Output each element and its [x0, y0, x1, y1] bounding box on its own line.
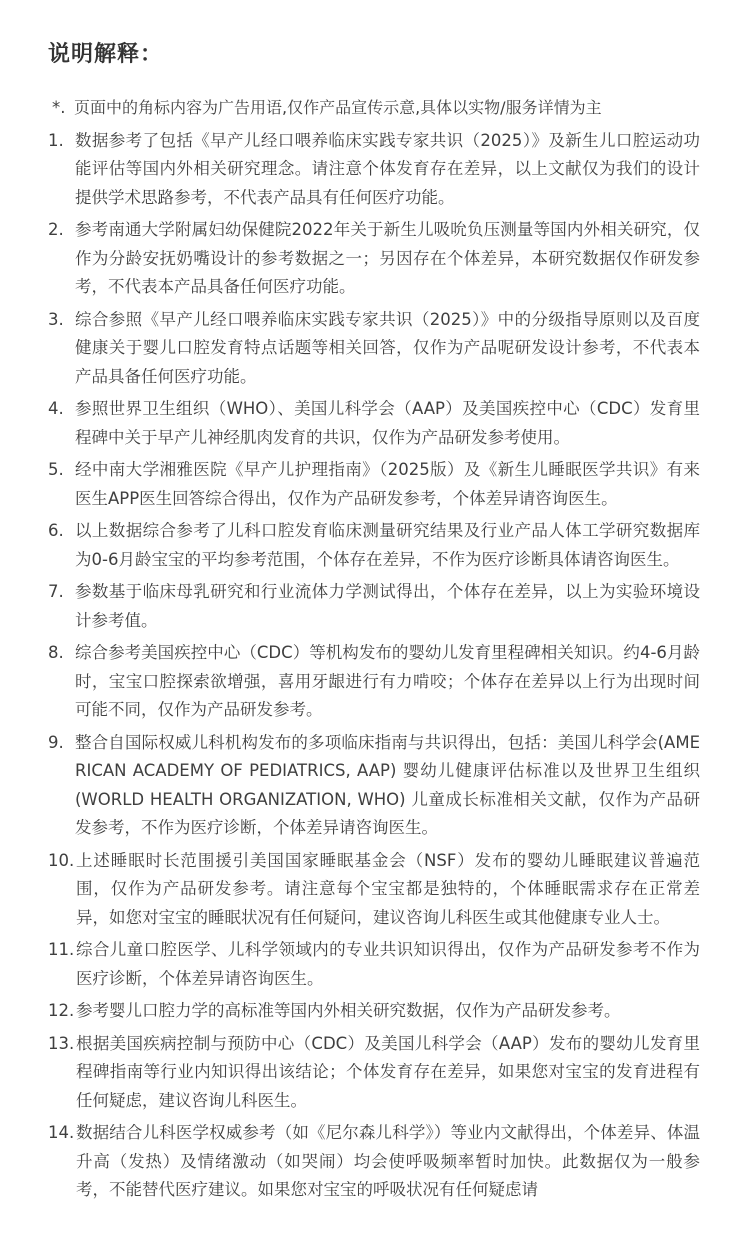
note-item-3 [48, 306, 700, 392]
note-text: 参数基于临床母乳研究和行业流体力学测试得出，个体存在差异，以上为实验环境设计参考值。 [75, 582, 700, 630]
note-marker: 7. [48, 582, 64, 601]
note-item-9 [48, 729, 700, 843]
notes-list [48, 94, 700, 1205]
note-text: 综合儿童口腔医学、儿科学领域内的专业共识知识得出，仅作为产品研发参考不作为医疗诊断，个体差异请咨询医生。 [76, 940, 700, 988]
note-marker: 14. [48, 1123, 75, 1142]
note-item-10 [48, 847, 700, 933]
note-item-ad [48, 94, 700, 123]
note-item-12 [48, 997, 700, 1026]
note-marker: *. [52, 98, 66, 117]
note-text: 参考南通大学附属妇幼保健院2022年关于新生儿吸吮负压测量等国内外相关研究，仅作为分龄安抚奶嘴设计的参考数据之一；另因存在个体差异，本研究数据仅作研发参考，不代表本产品具备任何医疗功能。 [75, 220, 700, 296]
note-marker: 2. [48, 220, 64, 239]
note-text: 参照世界卫生组织（WHO）、美国儿科学会（AAP）及美国疾控中心（CDC）发育里程碑中关于早产儿神经肌肉发育的共识，仅作为产品研发参考使用。 [75, 399, 700, 447]
note-text: 经中南大学湘雅医院《早产儿护理指南》（2025版）及《新生儿睡眠医学共识》有来医生APP医生回答综合得出，仅作为产品研发参考，个体差异请咨询医生。 [75, 460, 700, 508]
page-title: 说明解释： [48, 42, 164, 67]
note-item-14 [48, 1119, 700, 1205]
note-marker: 12. [48, 1001, 75, 1020]
note-item-4 [48, 395, 700, 452]
note-text: 整合自国际权威儿科机构发布的多项临床指南与共识得出，包括：美国儿科学会(AMERICAN ACADEMY OF PEDIATRICS, AAP) 婴幼儿健康评估标准以及世界卫生组织 (WORLD HEALTH ORGANIZATION, WHO) 儿童成长标准相关文献，仅作为产品研发参考，不作为医疗诊断，个体差异请咨询医生。 [75, 732, 700, 837]
note-item-1 [48, 127, 700, 213]
note-item-5 [48, 456, 700, 513]
note-marker: 5. [48, 460, 64, 479]
note-item-6 [48, 517, 700, 574]
note-item-8 [48, 639, 700, 725]
note-marker: 13. [48, 1033, 75, 1053]
note-marker: 6. [48, 521, 64, 540]
note-text: 页面中的角标内容为广告用语,仅作产品宣传示意,具体以实物/服务详情为主 [74, 98, 602, 117]
note-item-11 [48, 936, 700, 993]
note-item-7 [48, 578, 700, 635]
note-text: 上述睡眠时长范围援引美国国家睡眠基金会（NSF）发布的婴幼儿睡眠建议普遍范围，仅作为产品研发参考。请注意每个宝宝都是独特的，个体睡眠需求存在正常差异，如您对宝宝的睡眠状况有任何疑问，建议咨询儿科医生或其他健康专业人士。 [76, 850, 700, 927]
note-marker: 9. [48, 732, 64, 752]
note-text: 综合参照《早产儿经口喂养临床实践专家共识（2025）》中的分级指导原则以及百度健康关于婴儿口腔发育特点话题等相关回答，仅作为产品呢研发设计参考，不代表本产品具备任何医疗功能。 [75, 309, 700, 386]
note-item-2 [48, 216, 700, 302]
note-text: 数据参考了包括《早产儿经口喂养临床实践专家共识（2025）》及新生儿口腔运动功能评估等国内外相关研究理念。请注意个体发育存在差异，以上文献仅为我们的设计提供学术思路参考，不代表产品具有任何医疗功能。 [75, 130, 700, 207]
note-marker: 8. [48, 643, 64, 662]
note-item-13 [48, 1030, 700, 1116]
note-marker: 4. [48, 399, 64, 418]
note-text: 根据美国疾病控制与预防中心（CDC）及美国儿科学会（AAP）发布的婴幼儿发育里程碑指南等行业内知识得出该结论；个体发育存在差异，如果您对宝宝的发育进程有任何疑虑，建议咨询儿科医生。 [76, 1033, 700, 1110]
note-marker: 3. [48, 309, 64, 329]
note-text: 综合参考美国疾控中心（CDC）等机构发布的婴幼儿发育里程碑相关知识。约4-6月龄时，宝宝口腔探索欲增强，喜用牙龈进行有力啃咬；个体存在差异以上行为出现时间可能不同，仅作为产品研发参考。 [75, 643, 700, 719]
note-text: 参考婴儿口腔力学的高标准等国内外相关研究数据，仅作为产品研发参考。 [76, 1001, 621, 1020]
note-marker: 10. [48, 850, 75, 870]
note-text: 以上数据综合参考了儿科口腔发育临床测量研究结果及行业产品人体工学研究数据库为0-6月龄宝宝的平均参考范围，个体存在差异，不作为医疗诊断具体请咨询医生。 [75, 521, 700, 569]
note-marker: 1. [48, 130, 64, 150]
note-text: 数据结合儿科医学权威参考（如《尼尔森儿科学》）等业内文献得出，个体差异、体温升高（发热）及情绪激动（如哭闹）均会使呼吸频率暂时加快。此数据仅为一般参考，不能替代医疗建议。如果您对宝宝的呼吸状况有任何疑虑请 [76, 1123, 700, 1199]
note-marker: 11. [48, 940, 75, 959]
